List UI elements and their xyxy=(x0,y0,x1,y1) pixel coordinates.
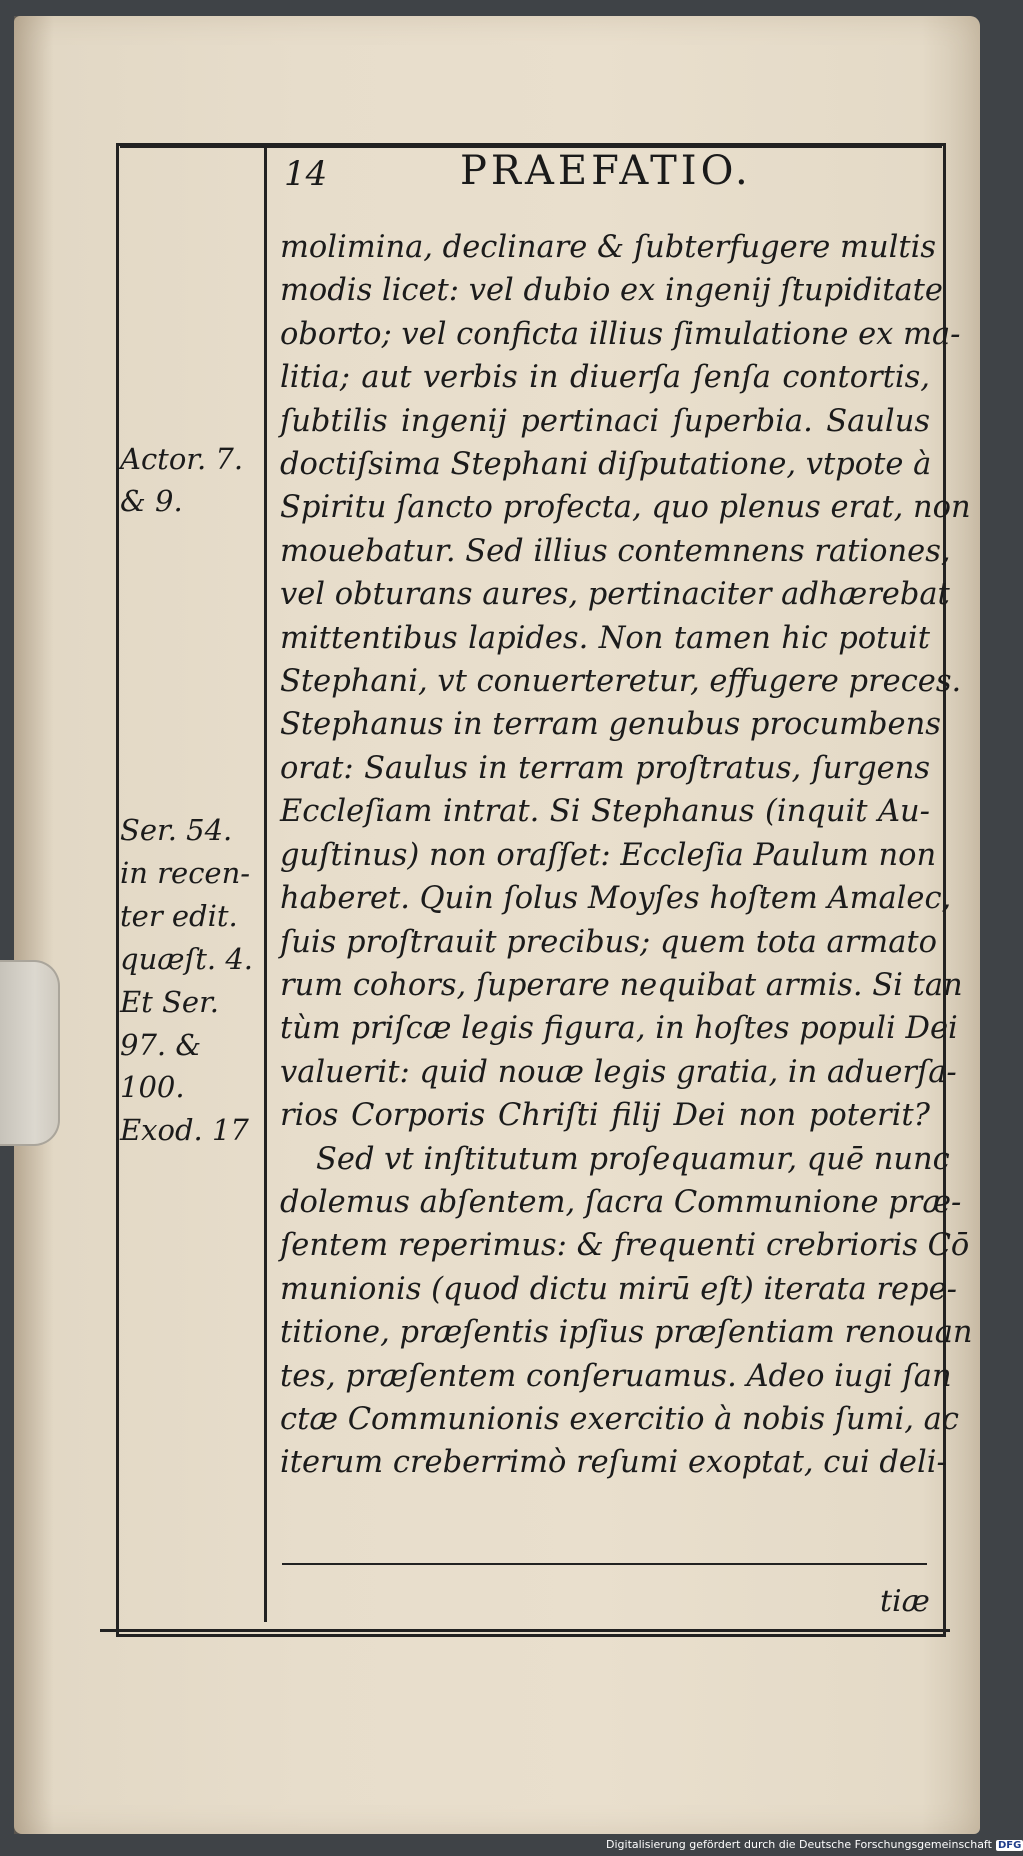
text-end-rule xyxy=(282,1563,927,1565)
text-line: iterum creberrimò reſumi exoptat, cui deli- xyxy=(280,1445,947,1481)
text-line: Spiritu ſancto profecta, quo plenus erat, non xyxy=(280,490,971,526)
text-line: Stephani, vt conuerteretur, effugere preces. xyxy=(280,664,962,700)
margin-rule xyxy=(264,146,267,1622)
spine-shadow xyxy=(14,16,54,1834)
text-line: mouebatur. Sed illius contemnens rationes, xyxy=(280,533,951,569)
text-line: mittentibus lapides. Non tamen hic potuit xyxy=(280,620,930,656)
bottom-rule xyxy=(100,1629,950,1632)
text-line: rios Corporis Chriſti filij Dei non poterit? xyxy=(280,1098,930,1134)
text-line-paragraph-start: Sed vt inſtitutum proſequamur, quē nunc xyxy=(316,1141,950,1177)
text-line: modis licet: vel dubio ex ingenij ſtupiditate xyxy=(280,273,943,309)
text-line: titione, præſentis ipſius præſentiam renouan xyxy=(280,1315,973,1351)
text-line: molimina, declinare & ſubterfugere multis xyxy=(280,230,937,265)
page-clip xyxy=(0,960,60,1146)
text-line: guſtinus) non oraſſet: Eccleſia Paulum non xyxy=(280,837,937,873)
margin-note: Ser. 54. xyxy=(120,813,233,847)
text-line: rum cohors, ſuperare nequibat armis. Si tan xyxy=(280,967,963,1003)
margin-note: Actor. 7. xyxy=(120,442,244,476)
text-line: ſubtilis ingenij pertinaci ſuperbia. Saulus xyxy=(280,403,930,439)
margin-note: 100. xyxy=(120,1070,185,1104)
margin-note: quæſt. 4. xyxy=(120,942,253,976)
text-line: orat: Saulus in terram proſtratus, ſurgens xyxy=(280,750,930,786)
body-text xyxy=(280,226,973,1485)
running-header: PRAEFATIO. xyxy=(460,148,752,194)
text-line: tes, præſentem conſeruamus. Adeo iugi ſan xyxy=(280,1358,952,1394)
text-line: Eccleſiam intrat. Si Stephanus (inquit Au- xyxy=(280,794,930,830)
margin-note: & 9. xyxy=(120,484,183,518)
margin-note: Exod. 17 xyxy=(120,1113,249,1147)
text-line: munionis (quod dictu mirū eſt) iterata repe- xyxy=(280,1271,957,1307)
catchword: tiæ xyxy=(880,1584,930,1619)
text-line: vel obturans aures, pertinaciter adhærebat xyxy=(280,577,950,613)
text-line: tùm priſcæ legis figura, in hoſtes populi Dei xyxy=(280,1011,958,1047)
margin-note: Et Ser. xyxy=(120,985,219,1019)
page-number: 14 xyxy=(284,154,328,194)
dfg-logo: DFG xyxy=(997,1840,1022,1851)
text-line: Stephanus in terram genubus procumbens xyxy=(280,707,941,743)
margin-note: 97. & xyxy=(120,1028,202,1062)
credit-text: Digitalisierung gefördert durch die Deutsche Forschungsgemeinschaft xyxy=(606,1838,992,1851)
margin-note: in recen- xyxy=(120,856,251,890)
margin-note: ter edit. xyxy=(120,899,238,933)
text-line: ctæ Communionis exercitio à nobis ſumi, ac xyxy=(280,1401,959,1437)
text-line: oborto; vel conficta illius ſimulatione ex ma- xyxy=(280,316,961,352)
text-line: ſuis proſtrauit precibus; quem tota armato xyxy=(280,924,938,960)
text-line: haberet. Quin ſolus Moyſes hoſtem Amalec, xyxy=(280,881,952,917)
text-line: dolemus abſentem, ſacra Communione præ- xyxy=(280,1184,962,1220)
text-line: litia; aut verbis in diuerſa ſenſa contortis, xyxy=(280,360,930,396)
text-line: ſentem reperimus: & frequenti crebrioris Cō xyxy=(280,1228,970,1264)
text-line: doctiſsima Stephani diſputatione, vtpote à xyxy=(280,447,932,483)
digitization-credit xyxy=(606,1838,1023,1851)
text-line: valuerit: quid nouæ legis gratia, in aduerſa- xyxy=(280,1054,957,1090)
